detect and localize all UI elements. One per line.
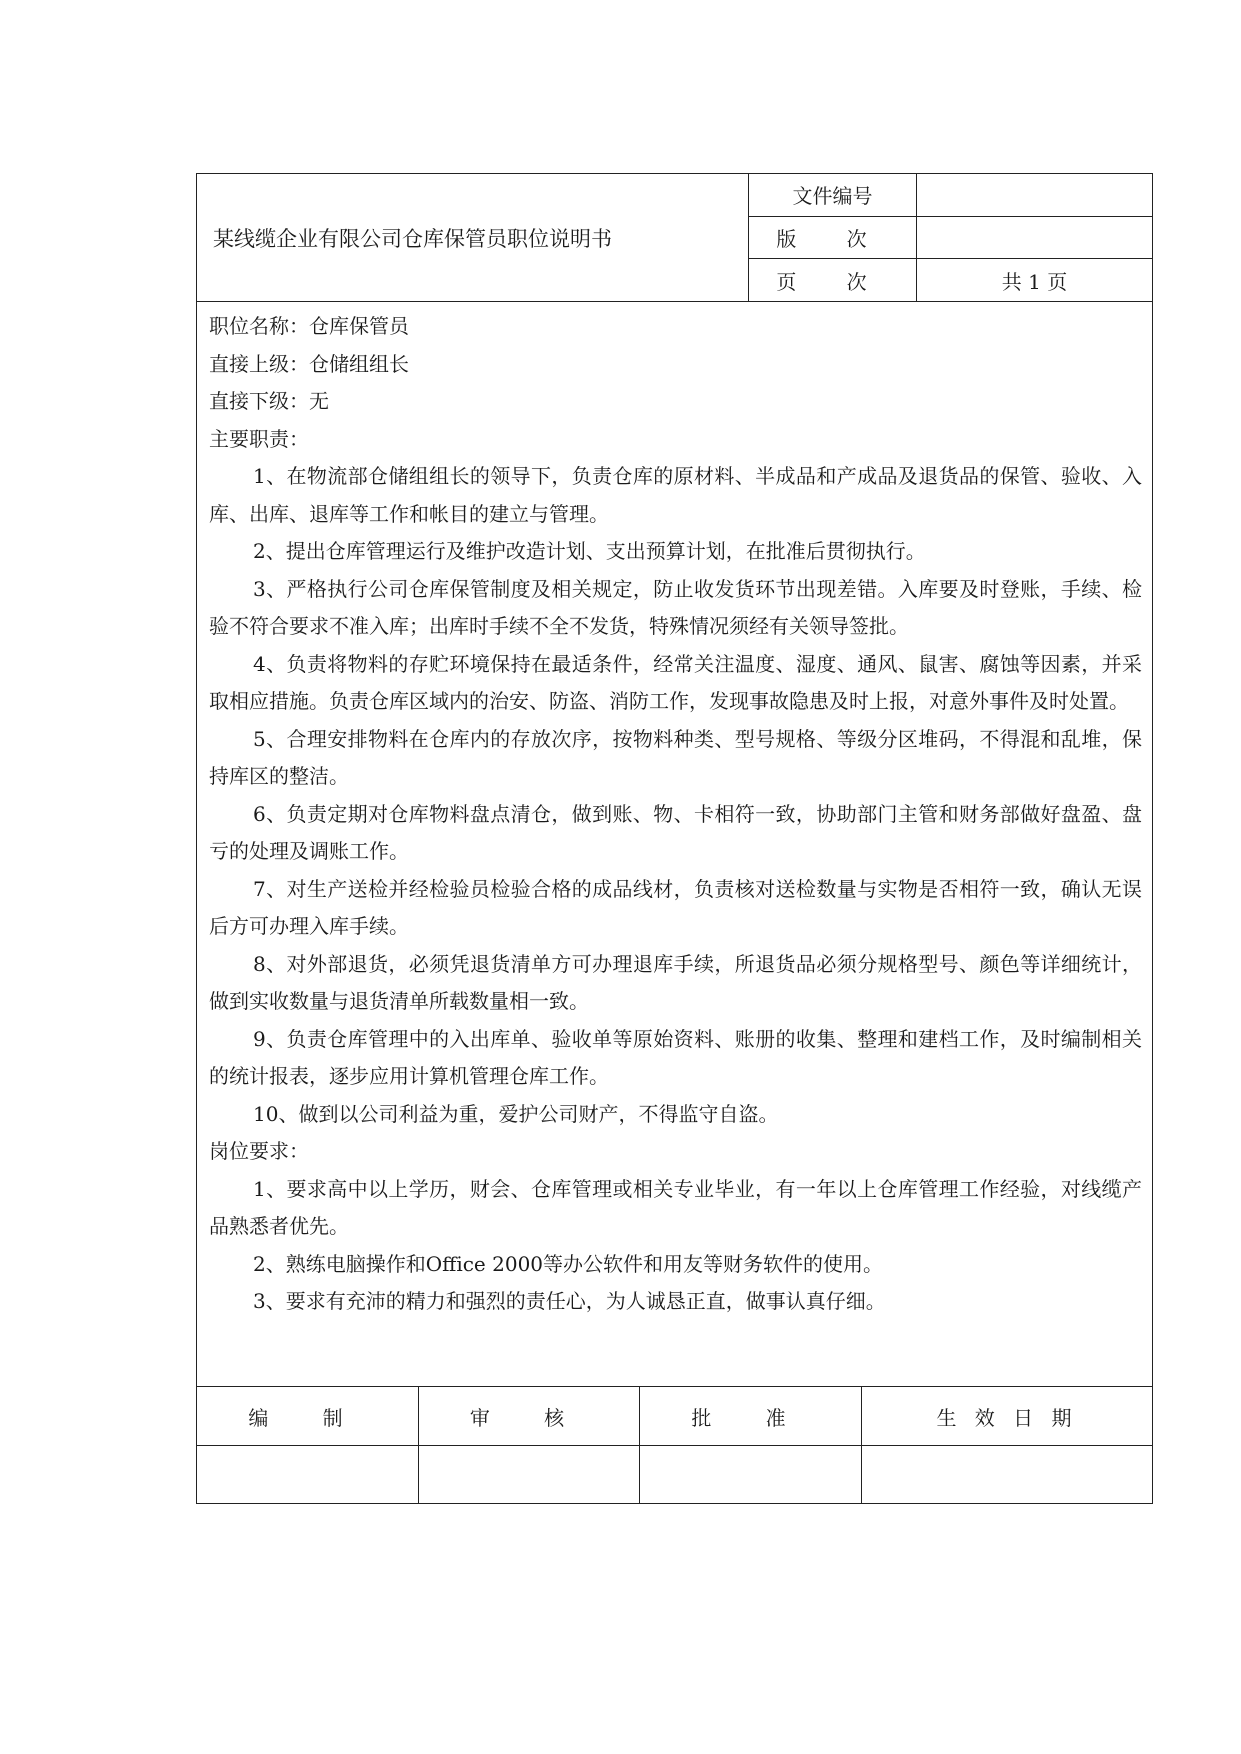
duty-item: 10、做到以公司利益为重，爱护公司财产，不得监守自盗。 — [253, 1101, 779, 1126]
meta-row-pages — [749, 259, 1152, 301]
requirements-heading: 岗位要求： — [209, 1139, 309, 1163]
prepared-by-label: 编 制 — [197, 1387, 419, 1445]
duties-heading: 主要职责： — [209, 426, 309, 451]
approved-by-label: 批 准 — [640, 1387, 862, 1445]
duty-item: 5、合理安排物料在仓库内的存放次序，按物料种类、型号规格、等级分区堆码，不得混和乱堆，保持库区的整洁。 — [209, 726, 1142, 788]
version-label: 版 次 — [749, 217, 917, 259]
requirement-item: 3、要求有充沛的精力和强烈的责任心，为人诚恳正直，做事认真仔细。 — [253, 1289, 886, 1313]
duty-item: 3、严格执行公司仓库保管制度及相关规定，防止收发货环节出现差错。入库要及时登账，手续、检验不符合要求不准入库；出库时手续不全不发货，特殊情况须经有关领导签批。 — [209, 576, 1142, 638]
prepared-by-value — [197, 1446, 419, 1503]
effective-date-value — [862, 1446, 1152, 1503]
file-number-label: 文件编号 — [749, 174, 917, 216]
reviewed-by-label: 审 核 — [419, 1387, 640, 1445]
job-description-form — [196, 173, 1153, 1504]
duty-item: 4、负责将物料的存贮环境保持在最适条件，经常关注温度、湿度、通风、鼠害、腐蚀等因素，并采取相应措施。负责仓库区域内的治安、防盗、消防工作，发现事故隐患及时上报，对意外事件及时处置。 — [209, 651, 1142, 713]
requirement-item: 1、要求高中以上学历，财会、仓库管理或相关专业毕业，有一年以上仓库管理工作经验，对线缆产品熟悉者优先。 — [209, 1176, 1142, 1238]
meta-row-version — [749, 217, 1152, 260]
signoff-header-row — [197, 1387, 1152, 1446]
direct-subordinate: 直接下级：无 — [209, 389, 329, 413]
duty-item: 6、负责定期对仓库物料盘点清仓，做到账、物、卡相符一致，协助部门主管和财务部做好盘盈、盘亏的处理及调账工作。 — [209, 801, 1142, 863]
form-body — [197, 302, 1152, 1387]
reviewed-by-value — [419, 1446, 640, 1503]
version-value — [917, 217, 1152, 259]
direct-superior: 直接上级：仓储组组长 — [209, 351, 409, 376]
file-number-value — [917, 174, 1152, 216]
signoff-value-row — [197, 1446, 1152, 1503]
pages-label: 页 次 — [749, 259, 917, 301]
document-title: 某线缆企业有限公司仓库保管员职位说明书 — [197, 174, 749, 301]
document-meta — [749, 174, 1152, 301]
duty-item: 9、负责仓库管理中的入出库单、验收单等原始资料、账册的收集、整理和建档工作，及时编制相关的统计报表，逐步应用计算机管理仓库工作。 — [209, 1026, 1142, 1088]
duty-item: 2、提出仓库管理运行及维护改造计划、支出预算计划，在批准后贯彻执行。 — [253, 539, 926, 563]
duty-item: 7、对生产送检并经检验员检验合格的成品线材，负责核对送检数量与实物是否相符一致，确认无误后方可办理入库手续。 — [209, 876, 1142, 938]
approved-by-value — [640, 1446, 862, 1503]
position-name: 职位名称：仓库保管员 — [209, 314, 409, 338]
meta-row-file-number — [749, 174, 1152, 217]
duty-item: 1、在物流部仓储组组长的领导下，负责仓库的原材料、半成品和产成品及退货品的保管、验收、入库、出库、退库等工作和帐目的建立与管理。 — [209, 464, 1142, 526]
requirement-item: 2、熟练电脑操作和Office 2000等办公软件和用友等财务软件的使用。 — [253, 1251, 884, 1276]
duty-item: 8、对外部退货，必须凭退货清单方可办理退库手续，所退货品必须分规格型号、颜色等详细统计，做到实收数量与退货清单所载数量相一致。 — [209, 951, 1142, 1013]
form-header — [197, 174, 1152, 302]
pages-value: 共 1 页 — [1001, 269, 1068, 294]
effective-date-label: 生 效 日 期 — [936, 1405, 1078, 1430]
